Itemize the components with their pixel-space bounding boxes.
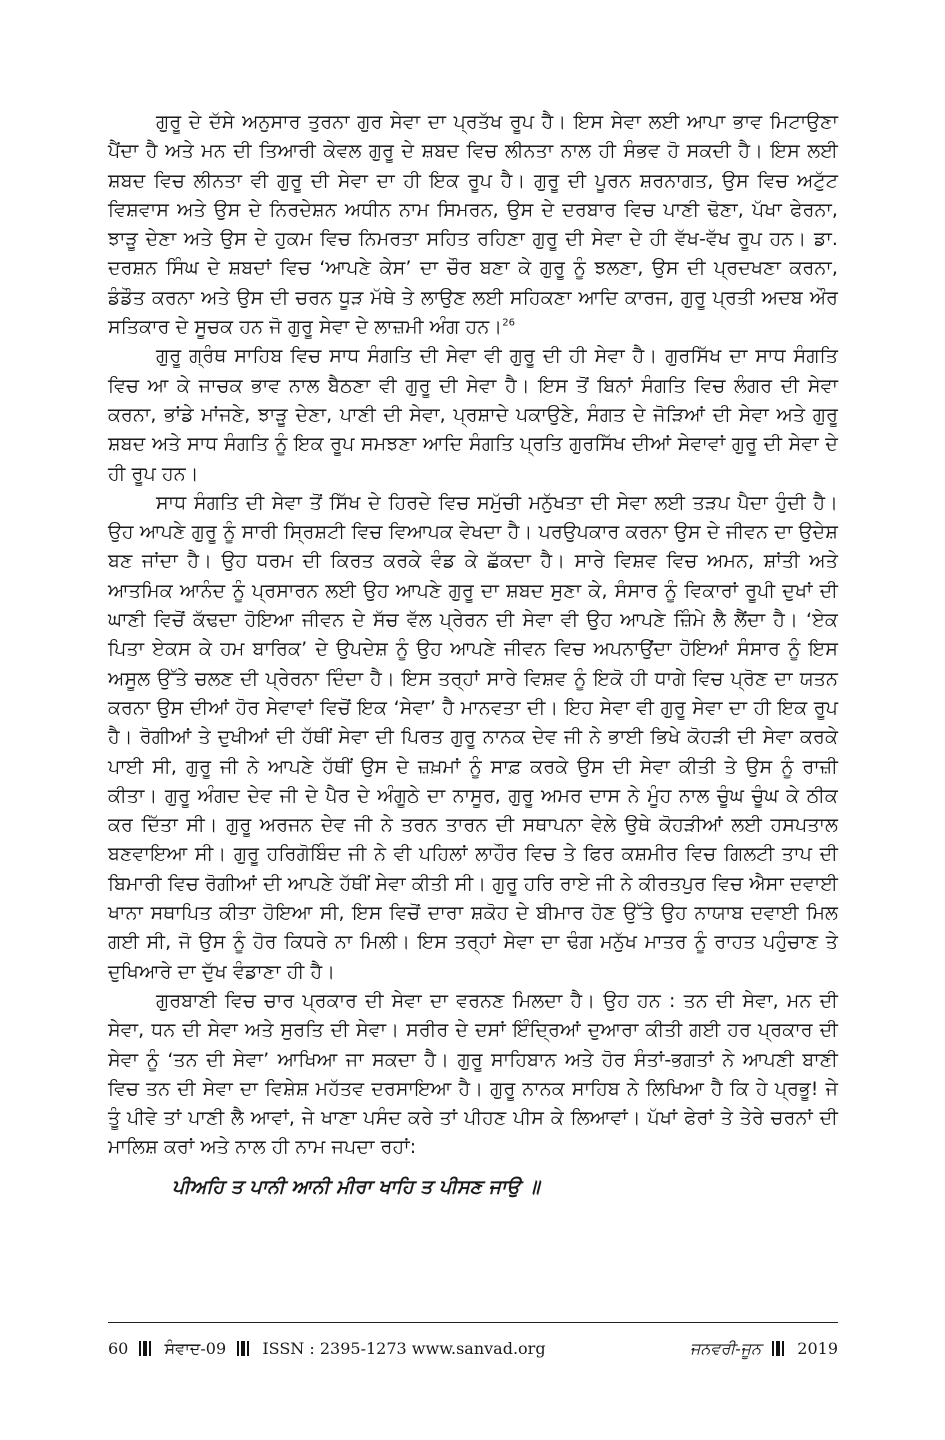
issn-website: ISSN : 2395-1273 www.sanvad.org [262, 1339, 546, 1358]
footer-right [690, 1339, 838, 1360]
journal-name: ਸੰਵਾਦ-09 [164, 1339, 227, 1358]
issue-months: ਜਨਵਰੀ-ਜੂਨ [690, 1339, 762, 1358]
footer-left [108, 1339, 546, 1360]
page-number: 60 [108, 1339, 129, 1358]
paragraph-1-text: ਗੁਰੂ ਦੇ ਦੱਸੇ ਅਨੁਸਾਰ ਤੁਰਨਾ ਗੁਰ ਸੇਵਾ ਦਾ ਪ੍ਰਤੱਖ ਰੂਪ ਹੈ। ਇਸ ਸੇਵਾ ਲਈ ਆਪਾ ਭਾਵ ਮਿਟਾਉਣਾ ਪੈਂਦਾ ਹੈ ਅਤੇ ਮਨ ਦੀ ਤਿਆਰੀ ਕੇਵਲ ਗੁਰੂ ਦੇ ਸ਼ਬਦ ਵਿਚ ਲੀਨਤਾ ਨਾਲ ਹੀ ਸੰਭਵ ਹੋ ਸਕਦੀ ਹੈ। ਇਸ ਲਈ ਸ਼ਬਦ ਵਿਚ ਲੀਨਤਾ ਵੀ ਗੁਰੂ ਦੀ ਸੇਵਾ ਦਾ ਹੀ ਇਕ ਰੂਪ ਹੈ। ਗੁਰੂ ਦੀ ਪੂਰਨ ਸ਼ਰਨਾਗਤ, ਉਸ ਵਿਚ ਅਟੁੱਟ ਵਿਸ਼ਵਾਸ ਅਤੇ ਉਸ ਦੇ ਨਿਰਦੇਸ਼ਨ ਅਧੀਨ ਨਾਮ ਸਿਮਰਨ, ਉਸ ਦੇ ਦਰਬਾਰ ਵਿਚ ਪਾਣੀ ਢੋਣਾ, ਪੱਖਾ ਫੇਰਨਾ, ਝਾੜੂ ਦੇਣਾ ਅਤੇ ਉਸ ਦੇ ਹੁਕਮ ਵਿਚ ਨਿਮਰਤਾ ਸਹਿਤ ਰਹਿਣਾ ਗੁਰੂ ਦੀ ਸੇਵਾ ਦੇ ਹੀ ਵੱਖ-ਵੱਖ ਰੂਪ ਹਨ। ਡਾ. ਦਰਸ਼ਨ ਸਿੰਘ ਦੇ ਸ਼ਬਦਾਂ ਵਿਚ ‘ਆਪਣੇ ਕੇਸ’ ਦਾ ਚੌਰ ਬਣਾ ਕੇ ਗੁਰੂ ਨੂੰ ਝਲਣਾ, ਉਸ ਦੀ ਪ੍ਰਦਖਣਾ ਕਰਨਾ, ਡੰਡੌਤ ਕਰਨਾ ਅਤੇ ਉਸ ਦੀ ਚਰਨ ਧੂੜ ਮੱਥੇ ਤੇ ਲਾਉਣ ਲਈ ਸਹਿਕਣਾ ਆਦਿ ਕਾਰਜ, ਗੁਰੂ ਪ੍ਰਤੀ ਅਦਬ ਔਰ ਸਤਿਕਾਰ ਦੇ ਸੂਚਕ ਹਨ ਜੋ ਗੁਰੂ ਸੇਵਾ ਦੇ ਲਾਜ਼ਮੀ ਅੰਗ ਹਨ। [108, 111, 838, 339]
separator-bars-icon [237, 1341, 251, 1360]
issue-year: 2019 [797, 1339, 838, 1358]
paragraph-3: ਸਾਧ ਸੰਗਤਿ ਦੀ ਸੇਵਾ ਤੋਂ ਸਿੱਖ ਦੇ ਹਿਰਦੇ ਵਿਚ ਸਮੁੱਚੀ ਮਨੁੱਖਤਾ ਦੀ ਸੇਵਾ ਲਈ ਤੜਪ ਪੈਦਾ ਹੁੰਦੀ ਹੈ। ਉਹ ਆਪਣੇ ਗੁਰੂ ਨੂੰ ਸਾਰੀ ਸ੍ਰਿਸ਼ਟੀ ਵਿਚ ਵਿਆਪਕ ਵੇਖਦਾ ਹੈ। ਪਰਉਪਕਾਰ ਕਰਨਾ ਉਸ ਦੇ ਜੀਵਨ ਦਾ ਉਦੇਸ਼ ਬਣ ਜਾਂਦਾ ਹੈ। ਉਹ ਧਰਮ ਦੀ ਕਿਰਤ ਕਰਕੇ ਵੰਡ ਕੇ ਛੱਕਦਾ ਹੈ। ਸਾਰੇ ਵਿਸ਼ਵ ਵਿਚ ਅਮਨ, ਸ਼ਾਂਤੀ ਅਤੇ ਆਤਮਿਕ ਆਨੰਦ ਨੂੰ ਪ੍ਰਸਾਰਨ ਲਈ ਉਹ ਆਪਣੇ ਗੁਰੂ ਦਾ ਸ਼ਬਦ ਸੁਣਾ ਕੇ, ਸੰਸਾਰ ਨੂੰ ਵਿਕਾਰਾਂ ਰੂਪੀ ਦੁਖਾਂ ਦੀ ਘਾਣੀ ਵਿਚੋਂ ਕੱਢਦਾ ਹੋਇਆ ਜੀਵਨ ਦੇ ਸੱਚ ਵੱਲ ਪ੍ਰੇਰਨ ਦੀ ਸੇਵਾ ਵੀ ਉਹ ਆਪਣੇ ਜ਼ਿੰਮੇ ਲੈ ਲੈਂਦਾ ਹੈ। ‘ਏਕ ਪਿਤਾ ਏਕਸ ਕੇ ਹਮ ਬਾਰਿਕ’ ਦੇ ਉਪਦੇਸ਼ ਨੂੰ ਉਹ ਆਪਣੇ ਜੀਵਨ ਵਿਚ ਅਪਨਾਉਂਦਾ ਹੋਇਆਂ ਸੰਸਾਰ ਨੂੰ ਇਸ ਅਸੂਲ ਉੱਤੇ ਚਲਣ ਦੀ ਪ੍ਰੇਰਨਾ ਦਿੰਦਾ ਹੈ। ਇਸ ਤਰ੍ਹਾਂ ਸਾਰੇ ਵਿਸ਼ਵ ਨੂੰ ਇਕੋ ਹੀ ਧਾਗੇ ਵਿਚ ਪ੍ਰੋਣ ਦਾ ਯਤਨ ਕਰਨਾ ਉਸ ਦੀਆਂ ਹੋਰ ਸੇਵਾਵਾਂ ਵਿਚੋਂ ਇਕ ‘ਸੇਵਾ’ ਹੈ ਮਾਨਵਤਾ ਦੀ। ਇਹ ਸੇਵਾ ਵੀ ਗੁਰੂ ਸੇਵਾ ਦਾ ਹੀ ਇਕ ਰੂਪ ਹੈ। ਰੋਗੀਆਂ ਤੇ ਦੁਖੀਆਂ ਦੀ ਹੱਥੀਂ ਸੇਵਾ ਦੀ ਪਿਰਤ ਗੁਰੂ ਨਾਨਕ ਦੇਵ ਜੀ ਨੇ ਭਾਈ ਭਿਖੇ ਕੋਹੜੀ ਦੀ ਸੇਵਾ ਕਰਕੇ ਪਾਈ ਸੀ, ਗੁਰੂ ਜੀ ਨੇ ਆਪਣੇ ਹੱਥੀਂ ਉਸ ਦੇ ਜ਼ਖ਼ਮਾਂ ਨੂੰ ਸਾਫ਼ ਕਰਕੇ ਉਸ ਦੀ ਸੇਵਾ ਕੀਤੀ ਤੇ ਉਸ ਨੂੰ ਰਾਜ਼ੀ ਕੀਤਾ। ਗੁਰੂ ਅੰਗਦ ਦੇਵ ਜੀ ਦੇ ਪੈਰ ਦੇ ਅੰਗੂਠੇ ਦਾ ਨਾਸੂਰ, ਗੁਰੂ ਅਮਰ ਦਾਸ ਨੇ ਮੂੰਹ ਨਾਲ ਚੂੰਘ ਚੂੰਘ ਕੇ ਠੀਕ ਕਰ ਦਿੱਤਾ ਸੀ। ਗੁਰੂ ਅਰਜਨ ਦੇਵ ਜੀ ਨੇ ਤਰਨ ਤਾਰਨ ਦੀ ਸਥਾਪਨਾ ਵੇਲੇ ਉਥੇ ਕੋਹੜੀਆਂ ਲਈ ਹਸਪਤਾਲ ਬਣਵਾਇਆ ਸੀ। ਗੁਰੂ ਹਰਿਗੋਬਿੰਦ ਜੀ ਨੇ ਵੀ ਪਹਿਲਾਂ ਲਾਹੌਰ ਵਿਚ ਤੇ ਫਿਰ ਕਸ਼ਮੀਰ ਵਿਚ ਗਿਲਟੀ ਤਾਪ ਦੀ ਬਿਮਾਰੀ ਵਿਚ ਰੋਗੀਆਂ ਦੀ ਆਪਣੇ ਹੱਥੀਂ ਸੇਵਾ ਕੀਤੀ ਸੀ। ਗੁਰੂ ਹਰਿ ਰਾਏ ਜੀ ਨੇ ਕੀਰਤਪੁਰ ਵਿਚ ਐਸਾ ਦਵਾਈ ਖਾਨਾ ਸਥਾਪਿਤ ਕੀਤਾ ਹੋਇਆ ਸੀ, ਇਸ ਵਿਚੋਂ ਦਾਰਾ ਸ਼ਕੋਹ ਦੇ ਬੀਮਾਰ ਹੋਣ ਉੱਤੇ ਉਹ ਨਾਯਾਬ ਦਵਾਈ ਮਿਲ ਗਈ ਸੀ, ਜੋ ਉਸ ਨੂੰ ਹੋਰ ਕਿਧਰੇ ਨਾ ਮਿਲੀ। ਇਸ ਤਰ੍ਹਾਂ ਸੇਵਾ ਦਾ ਢੰਗ ਮਨੁੱਖ ਮਾਤਰ ਨੂੰ ਰਾਹਤ ਪਹੁੰਚਾਣ ਤੇ ਦੁਖਿਆਰੇ ਦਾ ਦੁੱਖ ਵੰਡਾਣਾ ਹੀ ਹੈ। [108, 491, 838, 983]
page-footer [108, 1339, 838, 1363]
paragraph-2: ਗੁਰੂ ਗ੍ਰੰਥ ਸਾਹਿਬ ਵਿਚ ਸਾਧ ਸੰਗਤਿ ਦੀ ਸੇਵਾ ਵੀ ਗੁਰੂ ਦੀ ਹੀ ਸੇਵਾ ਹੈ। ਗੁਰਸਿੱਖ ਦਾ ਸਾਧ ਸੰਗਤਿ ਵਿਚ ਆ ਕੇ ਜਾਚਕ ਭਾਵ ਨਾਲ ਬੈਠਣਾ ਵੀ ਗੁਰੂ ਦੀ ਸੇਵਾ ਹੈ। ਇਸ ਤੋਂ ਬਿਨਾਂ ਸੰਗਤਿ ਵਿਚ ਲੰਗਰ ਦੀ ਸੇਵਾ ਕਰਨਾ, ਭਾਂਡੇ ਮਾਂਜਣੇ, ਝਾੜੂ ਦੇਣਾ, ਪਾਣੀ ਦੀ ਸੇਵਾ, ਪ੍ਰਸ਼ਾਦੇ ਪਕਾਉਣੇ, ਸੰਗਤ ਦੇ ਜੋੜਿਆਂ ਦੀ ਸੇਵਾ ਅਤੇ ਗੁਰੂ ਸ਼ਬਦ ਅਤੇ ਸਾਧ ਸੰਗਤਿ ਨੂੰ ਇਕ ਰੂਪ ਸਮਝਣਾ ਆਦਿ ਸੰਗਤਿ ਪ੍ਰਤਿ ਗੁਰਸਿੱਖ ਦੀਆਂ ਸੇਵਾਵਾਂ ਗੁਰੂ ਦੀ ਸੇਵਾ ਦੇ ਹੀ ਰੂਪ ਹਨ। [108, 345, 838, 485]
paragraph-1 [108, 108, 838, 342]
footer-divider [108, 1322, 838, 1323]
separator-bars-icon [139, 1341, 153, 1360]
footnote-ref[interactable]: 26 [502, 317, 516, 329]
paragraph-4: ਗੁਰਬਾਣੀ ਵਿਚ ਚਾਰ ਪ੍ਰਕਾਰ ਦੀ ਸੇਵਾ ਦਾ ਵਰਨਣ ਮਿਲਦਾ ਹੈ। ਉਹ ਹਨ : ਤਨ ਦੀ ਸੇਵਾ, ਮਨ ਦੀ ਸੇਵਾ, ਧਨ ਦੀ ਸੇਵਾ ਅਤੇ ਸੁਰਤਿ ਦੀ ਸੇਵਾ। ਸਰੀਰ ਦੇ ਦਸਾਂ ਇੰਦ੍ਰਿਆਂ ਦੁਆਰਾ ਕੀਤੀ ਗਈ ਹਰ ਪ੍ਰਕਾਰ ਦੀ ਸੇਵਾ ਨੂੰ ‘ਤਨ ਦੀ ਸੇਵਾ’ ਆਖਿਆ ਜਾ ਸਕਦਾ ਹੈ। ਗੁਰੂ ਸਾਹਿਬਾਨ ਅਤੇ ਹੋਰ ਸੰਤਾਂ-ਭਗਤਾਂ ਨੇ ਆਪਣੀ ਬਾਣੀ ਵਿਚ ਤਨ ਦੀ ਸੇਵਾ ਦਾ ਵਿਸ਼ੇਸ਼ ਮਹੱਤਵ ਦਰਸਾਇਆ ਹੈ। ਗੁਰੂ ਨਾਨਕ ਸਾਹਿਬ ਨੇ ਲਿਖਿਆ ਹੈ ਕਿ ਹੇ ਪ੍ਰਭੂ! ਜੇ ਤੂੰ ਪੀਵੇ ਤਾਂ ਪਾਣੀ ਲੈ ਆਵਾਂ, ਜੇ ਖਾਣਾ ਪਸੰਦ ਕਰੇ ਤਾਂ ਪੀਹਣ ਪੀਸ ਕੇ ਲਿਆਵਾਂ। ਪੱਖਾਂ ਫੇਰਾਂ ਤੇ ਤੇਰੇ ਚਰਨਾਂ ਦੀ ਮਾਲਿਸ਼ ਕਰਾਂ ਅਤੇ ਨਾਲ ਹੀ ਨਾਮ ਜਪਦਾ ਰਹਾਂ: [108, 989, 838, 1159]
gurbani-quote: ਪੀਅਹਿ ਤ ਪਾਨੀ ਆਨੀ ਮੀਰਾ ਖਾਹਿ ਤ ਪੀਸਣ ਜਾਉ ॥ [172, 1175, 540, 1198]
separator-bars-icon [772, 1341, 786, 1360]
article-body [108, 108, 838, 1202]
